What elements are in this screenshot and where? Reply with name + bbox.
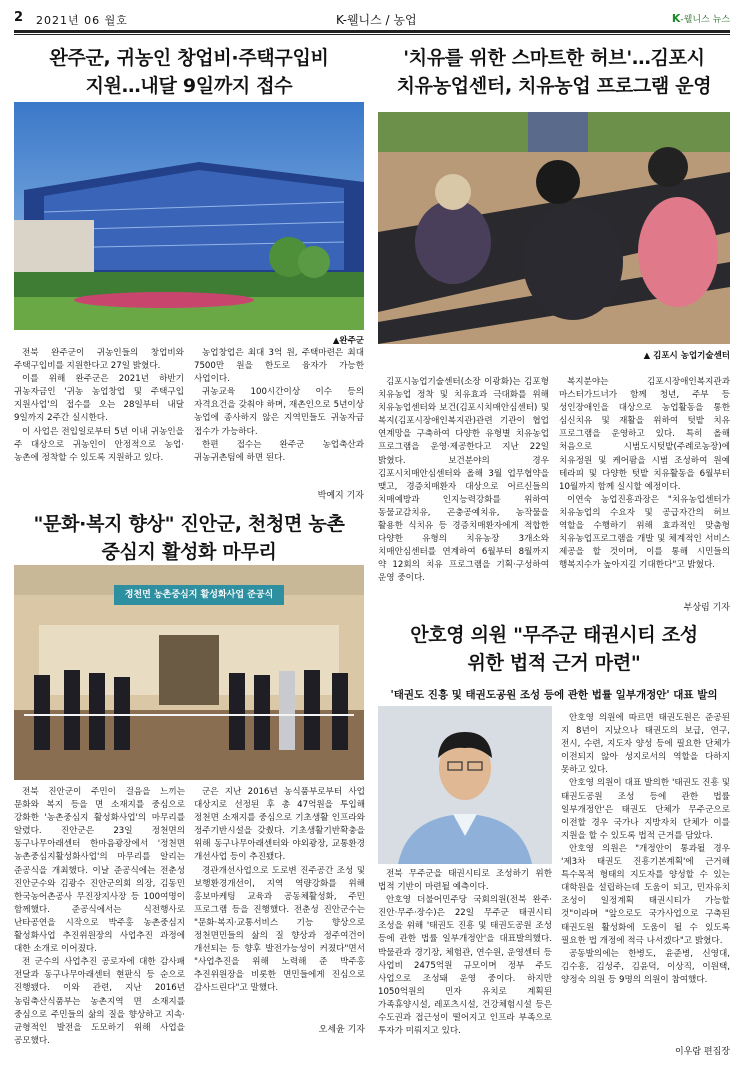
article4-column-2: 안호영 의원에 따르면 태권도원은 준공된 지 8년이 지났으나 태권도의 보급, 연구, 전시, 수련, 지도자 양성 등에 필요한 단체가 이전되지 않아 성지로서의 역할을 다하지 못하고 있다. 안호영 의원이 대표 발의한 '태권도 진흥 및 태권도공원 조성 등에 관한 법률 일부개정안'은 태권도 단체가 무주군으로 이전할 경우 국가나 지방자치 단체가 이를 지원을 할 수 있도록 법적 근거를 담았다. 안호영 의원은 "개정안이 통과될 경우 '제3차 태권도 진흥기본계획'에 근거해 특수목적 형태의 지도자를 양성할 수 있는 대학원을 설립하는데 도움이 되고, 민자유치 조성이 일정계획 태권시티가 가능할 것"이라며 "앞으로도 국가사업으로 구축된 태권도원 활성화에 도움이 될 수 있도록 필요한 법 개정에 적극 나서겠다"고 밝혔다. 공동발의에는 한병도, 윤준병, 신영대, 김수흥, 김성주, 김윤덕, 이상직, 이원택, 양정숙 의원 등 9명의 의원이 참여했다. (561, 713, 730, 985)
article4-byline: 이우람 편집장 (674, 1047, 730, 1057)
article3-photo (14, 565, 364, 780)
page-header (14, 8, 730, 30)
article2-headline: '치유를 위한 스마트한 허브'…김포시 치유농업센터, 치유농업 프로그램 운영 (396, 47, 712, 97)
article4-subhead: '태권도 진흥 및 태권도공원 조성 등에 관한 법률 일부개정안' 대표 발의 (390, 689, 718, 701)
article4-photo (378, 706, 552, 864)
article1-column-1: 전북 완주군이 귀농인들의 창업비와 주택구입비를 지원한다고 27일 밝혔다. 이를 위해 완주군은 2021년 하반기 귀농자금인 '귀농 농업창업 및 주택구입 지원사업'의 접수를 오는 28일부터 내달 9일까지 2주간 실시한다. 이 사업은 전입일로부터 5년 이내 귀농인을 주 대상으로 귀농인이 안정적으로 농업·농촌에 정착할 수 있도록 지원하고 있다. (14, 348, 184, 463)
article4-column-1: 전북 무주군을 태권시티로 조성하기 위한 법적 기반이 마련될 예측이다. 안호영 더불어민주당 국회의원(전북 완주·진안·무주·장수)은 22일 무주군 태권시티 조성을 위해 '태권도 진흥 및 태권도공원 조성 등에 관한 법률 일부개정안'을 대표발의했다. 박물관과 경기장, 체험관, 연수원, 운영센터 등 사업비 2475억원 규모이며 정부 주도 사업으로 조성돼 운영 중이다. 하지만 1050억원의 민자 유치로 계획된 가족휴양시설, 레포츠시설, 건강체험시설 등은 수도권과 접근성이 떨어지고 인프라 부족으로 투자가 미뤄지고 있다. (378, 869, 552, 1037)
article3-column-1: 전북 진안군이 주민이 걸음을 느끼는 문화와 복지 등을 면 소재지를 중심으로 강화한 '농촌중심지 활성화사업'의 마무리를 알렸다. 진안군은 23일 정천면의 동구나무아래센터 한마음광장에서 '정천면 농촌중심지활성화사업'의 마무리를 알리는 준공식을 개최했다. 이날 준공식에는 전춘성 진안군수와 김광수 진안군의회 의장, 김동민 한국농어촌공사 무진장지사장 등 100여명이 함께했다. 준공식에서는 식전행사로 난타공연을 시작으로 박주홍 농촌중심지 활성화사업 추진위원장의 사업추진 과정에 대한 소개로 이어졌다. 전 군수의 사업추진 공로자에 대한 감사패 전달과 동구나무아래센터 현판식 등 순으로 진행됐다. 이와 관련, 지난 2016년 농림축산식품부는 농촌지역 면 소재지를 중심으로 주민들의 삶의 질을 향상하고 지속·균형적인 발전을 도모하기 위해 사업을 공모했다. (14, 787, 185, 1046)
article2-column-2: 복지분야는 김포시장애인복지관과 마스터가드너가 함께 청년, 주부 등 성인장애인을 대상으로 농업활동을 통한 심신치유 및 재활을 위하여 텃밭 치유 프로그램을 운영하고 있다. 특히 올해 처음으로 시범도시텃밭(주례로농장)에 치유정원 및 케어팜을 시범 조성하여 원예 테라피 및 다양한 텃밭 치유활동을 6월부터 10월까지 함께 실시할 예정이다. 이연숙 농업진흥과장은 "치유농업센터가 치유농업의 수요자 및 공급자간의 허브 역할을 수행하기 위해 효과적인 맞춤형 치유농업프로그램을 개발 및 체계적인 서비스 제공을 할 것이며, 이를 통해 시민들의 행복지수가 높아지길 기대한다"고 밝혔다. (559, 377, 730, 571)
farm-planting-image (378, 112, 730, 344)
article2-photo-caption: ▲ 김포시 농업기술센터 (643, 351, 730, 361)
county-office-building-image (14, 102, 364, 330)
article1-column-2: 농업창업은 최대 3억 원, 주택마련은 최대 7500만 원을 한도로 융자가 가능한 사업이다. 귀농교육 100시간이상 이수 등의 자격요건을 갖춰야 하며, 재촌인으로 5년이상 농업에 종사하지 않은 지역민들도 귀농자금 접수가 가능하다. 한편 접수는 완주군 농업축산과 귀농귀촌팀에 하면 된다. (194, 348, 364, 463)
article2-photo (378, 112, 730, 344)
article4-headline: 안호영 의원 "무주군 태권시티 조성 위한 법적 근거 마련" (410, 624, 698, 674)
article1-headline: 완주군, 귀농인 창업비·주택구입비 지원…내달 9일까지 접수 (49, 47, 329, 97)
publication-logo: K-웰니스 뉴스 (671, 12, 730, 25)
article3-byline: 오세윤 기자 (318, 1025, 365, 1035)
article2-byline: 부상림 기자 (683, 603, 730, 613)
article1-photo-caption: ▲완주군 (332, 336, 364, 346)
article2-column-1: 김포시농업기술센터(소장 이광화)는 김포형 치유농업 정착 및 치유효과 극대화를 위해 치유농업센터와 보건(김포시치매안심센터) 및 복지(김포시장애인복지관)관련 기관이 협업 연계망을 구축하여 다양한 유형별 치유농업 프로그램을 운영·제공한다고 지난 22일 밝혔다. 보건분야의 경우 김포시치매안심센터와 올해 3월 업무협약을 맺고, 경증치매환자 대상으로 어르신들의 치매예방과 인지능력강화를 위하여 동물교감치유, 곤충공예치유, 농작물을 활용한 식치유 등 경증치매환자에게 적합한 다양한 유형의 치유농장 3개소와 치매안심센터를 연계하여 6월부터 8월까지 약 12회의 치유 프로그램을 기획·구성하여 운영 중이다. (378, 377, 549, 584)
section-title: K-웰니스 / 농업 (336, 13, 417, 27)
issue-date: 2021년 06 월호 (36, 14, 128, 27)
article3-column-2: 군은 지난 2016년 농식품부로부터 사업 대상지로 선정된 후 총 47억원을 투입해 정천면 소재지를 중심으로 기초생활 인프라와 정주기반시설을 갖췄다. 기초생활기반확충을 위해 동구나무아래센터와 야외광장, 교통환경 개선사업 등이 추진됐다. 경관개선사업으로 도로변 진주공간 조성 및 보행환경개선이, 지역 역량강화를 위해 홍보마케팅 교육과 공동체활성화, 주민 프로그램 등을 진행했다. 전춘성 진안군수는 "문화·복지·교통서비스 기능 향상으로 정천면민들의 삶의 질 향상과 정주여건이 개선되는 등 향후 발전가능성이 커졌다"면서 "사업추진을 위해 노력해 준 박주홍 추진위원장을 비롯한 면민들에게 진심으로 감사드린다"고 말했다. (194, 787, 365, 994)
article1-photo (14, 102, 364, 330)
article1-byline: 박예지 기자 (317, 491, 364, 501)
article3-headline: "문화·복지 향상" 진안군, 천청면 농촌 중심지 활성화 마무리 (33, 513, 345, 563)
ceremony-banner: 정천면 농촌중심지 활성화사업 준공식 (114, 585, 284, 605)
lawmaker-portrait-image (378, 706, 552, 864)
header-rule-thin (14, 34, 730, 35)
page-number: 2 (14, 10, 24, 25)
header-rule (14, 30, 730, 33)
